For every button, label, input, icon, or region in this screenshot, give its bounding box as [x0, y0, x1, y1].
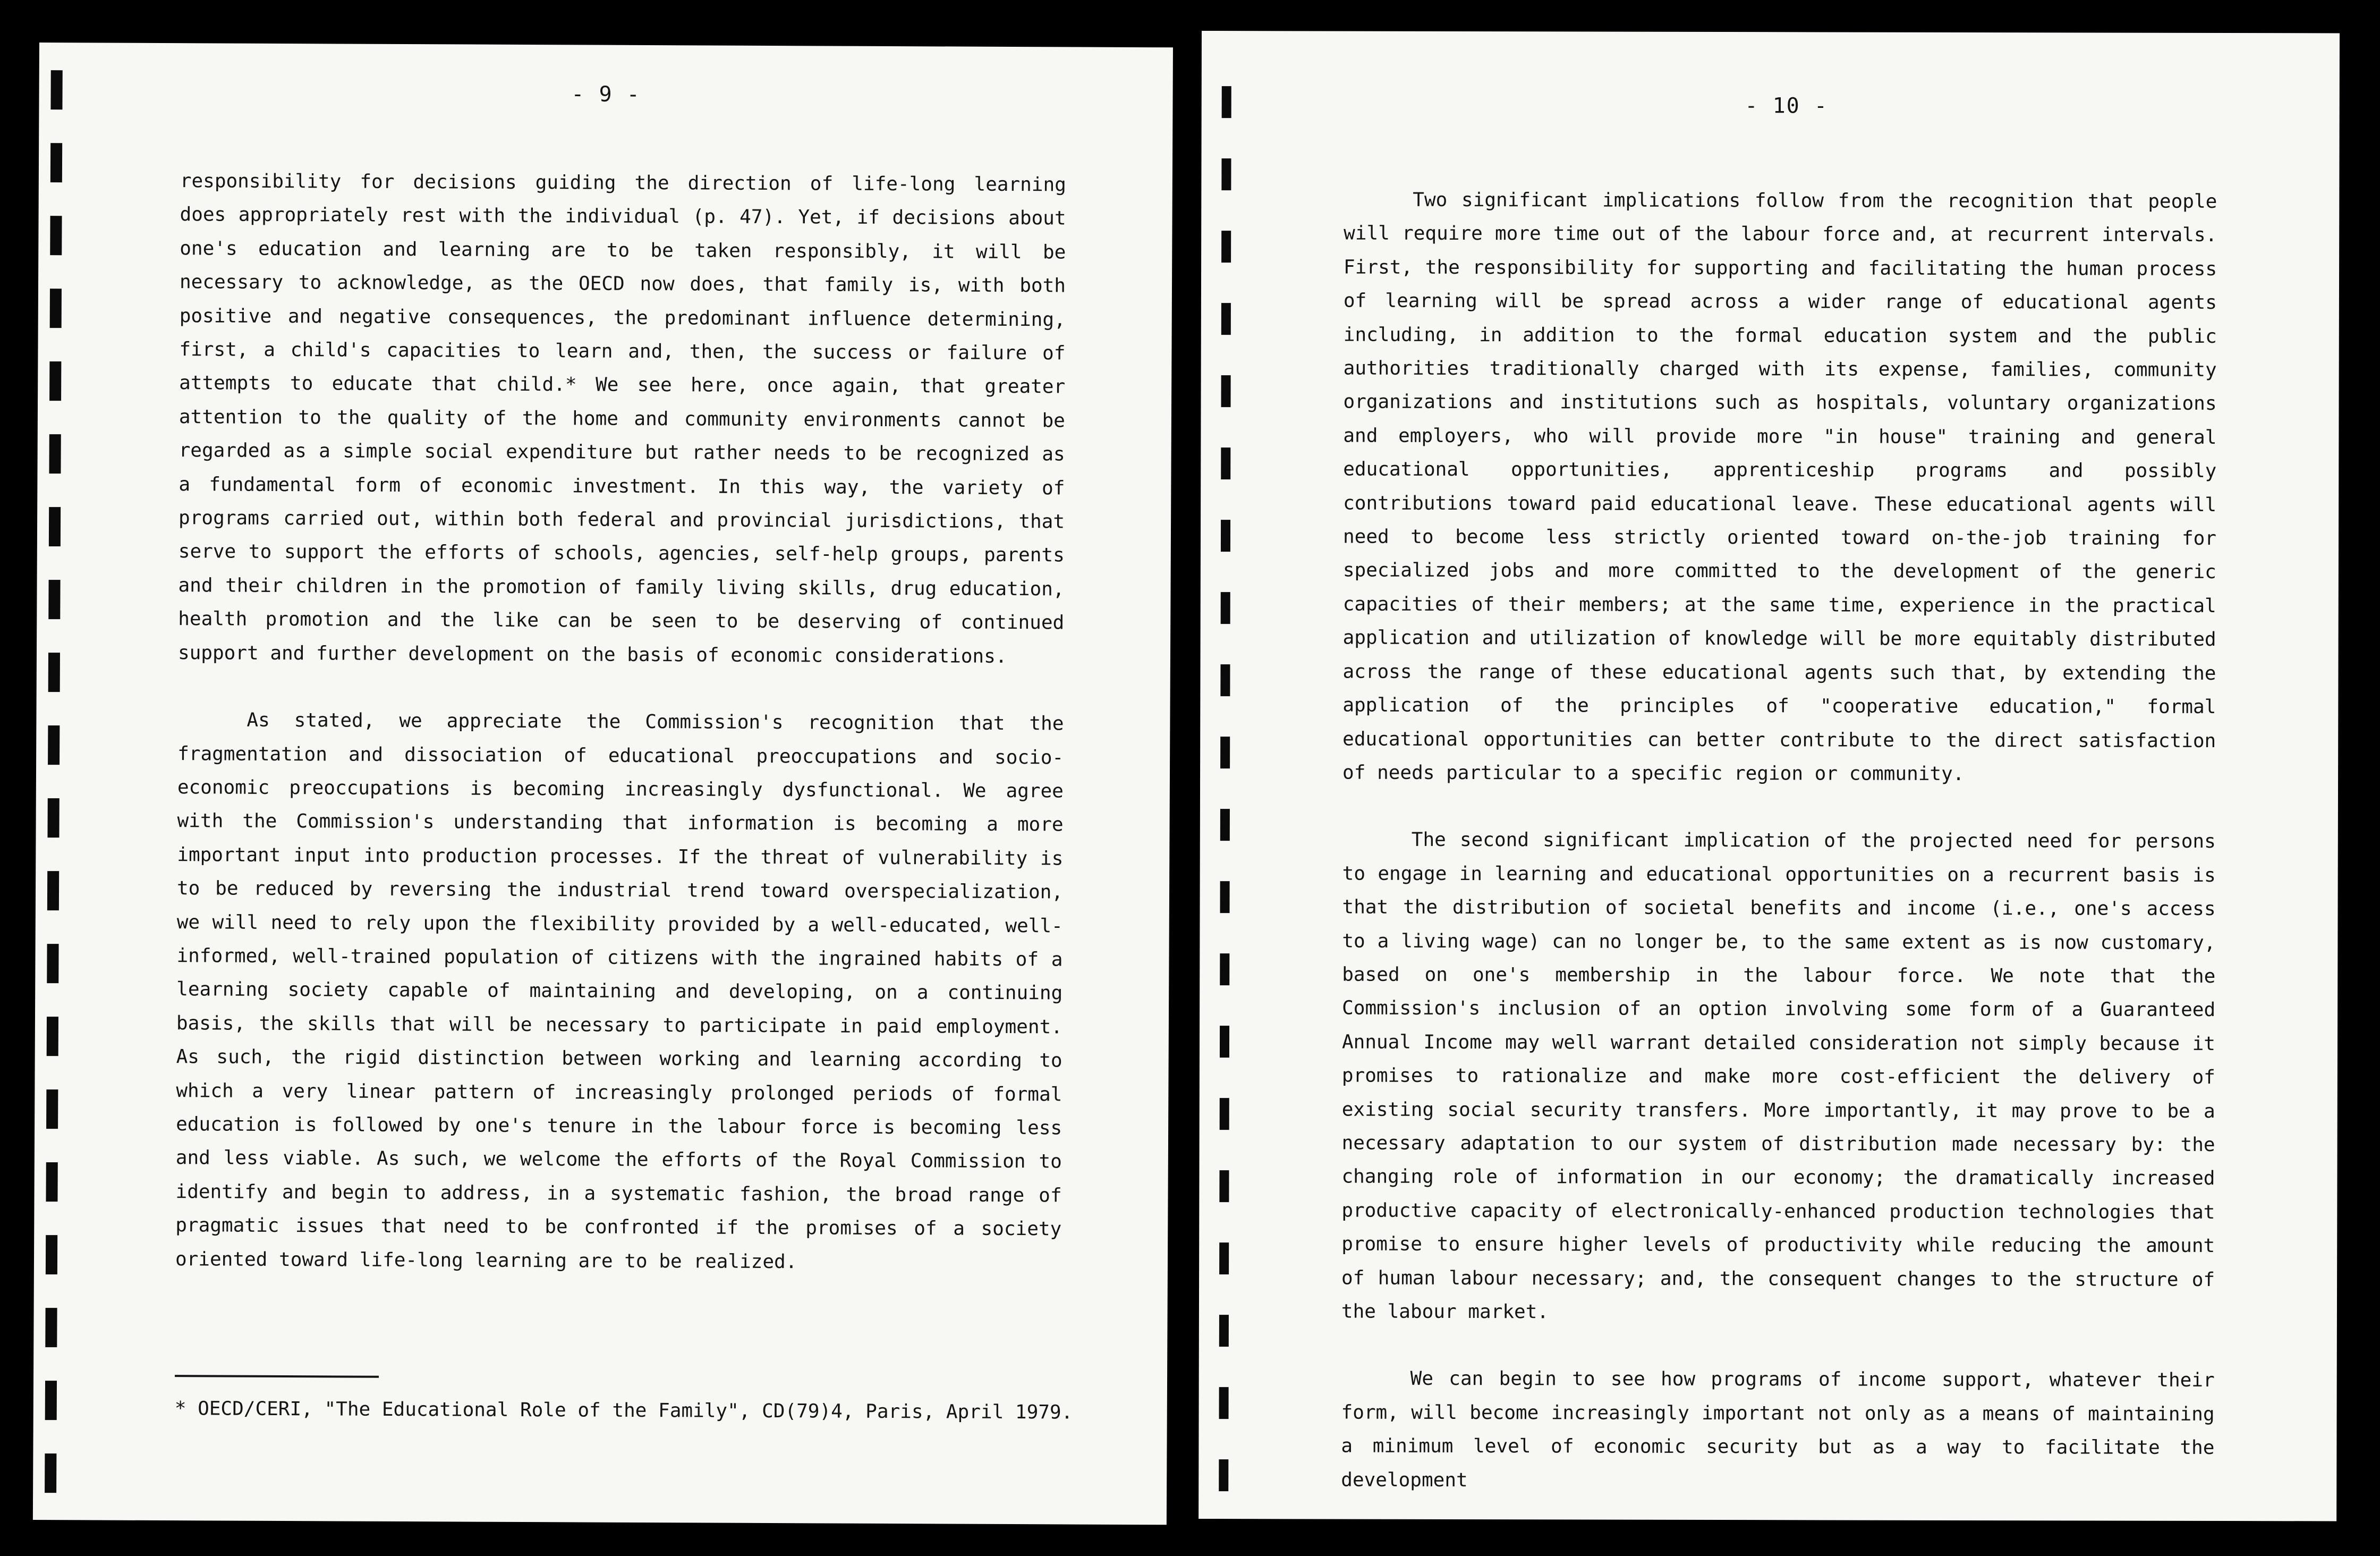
binding-hole — [1221, 231, 1231, 263]
binding-hole — [1219, 1242, 1229, 1274]
binding-hole — [50, 289, 62, 328]
binding-hole — [1220, 1026, 1229, 1058]
binding-hole — [50, 143, 62, 182]
binding-hole — [47, 798, 59, 838]
binding-hole — [45, 1453, 56, 1493]
binding-hole — [1221, 520, 1230, 552]
page-number: - 9 - — [571, 82, 641, 107]
footnote: * OECD/CERI, "The Educational Role of the Family", CD(79)4, Paris, April 1979. — [174, 1398, 1073, 1424]
binding-hole — [49, 361, 61, 401]
binding-hole — [1221, 158, 1231, 190]
binding-hole — [48, 580, 60, 619]
binding-hole — [1220, 809, 1230, 841]
binding-hole — [1220, 737, 1230, 768]
binding-hole — [47, 944, 58, 983]
binding-hole — [50, 216, 62, 255]
binding-hole — [1219, 1459, 1228, 1491]
body-text — [1341, 183, 2217, 1499]
binding-hole — [49, 507, 61, 546]
page-9 — [33, 43, 1173, 1525]
binding-hole — [1221, 303, 1231, 335]
page-10 — [1198, 31, 2340, 1521]
binding-holes — [1219, 31, 1236, 1519]
binding-hole — [46, 1162, 57, 1202]
binding-hole — [1221, 375, 1231, 407]
paragraph: The second significant implication of the projected need for persons to engage in learning and educational opportunities on a recurrent basis is that the distribution of societal benefits and income (i.e., one's access to a living wage) can no longer be, to the same extent as is now customary, based on one's membership in the labour force. We note that the Commission's inclusion of an option involving some form of a Guaranteed Annual Income may well warrant detailed consideration not simply because it promises to rationalize and make more cost-efficient the delivery of existing social security transfers. More importantly, it may prove to be a necessary adaptation to our system of distribution made necessary by: the changing role of information in our economy; the dramatically increased productive capacity of electronically-enhanced production technologies that promise to ensure higher levels of productivity while reducing the amount of human labour necessary; and, the consequent changes to the structure of the labour market. — [1341, 829, 2216, 1323]
binding-hole — [46, 1235, 57, 1274]
paragraph: We can begin to see how programs of income support, whatever their form, will become increasingly important not only as a means of maintaining a minimum level of economic security but as a way to facilitate the development — [1341, 1368, 2215, 1491]
binding-hole — [47, 1017, 58, 1056]
paragraph: responsibility for decisions guiding the direction of life-long learning does appropriately rest with the individual (p. 47). Yet, if decisions about one's education and learning are to be taken responsibly, it will be necessary to acknowledge, as the OECD now does, that family is, with both positive and negative consequences, the predominant influence determining, first, a child's capacities to learn and, then, the success or failure of attempts to educate that child.* We see here, once again, that greater attention to the quality of the home and community environments cannot be regarded as a simple social expenditure but rather needs to be recognized as a fundamental form of economic investment. In this way, the variety of programs carried out, within both federal and provincial jurisdictions, that serve to support the efforts of schools, agencies, self-help groups, parents and their children in the promotion of family living skills, drug education, health promotion and the like can be seen to be deserving of continued support and further development on the basis of economic considerations. — [177, 170, 1066, 667]
binding-hole — [45, 1381, 57, 1420]
footnote-rule — [175, 1375, 379, 1378]
page-number: - 10 - — [1745, 94, 1829, 119]
binding-hole — [1221, 447, 1230, 479]
binding-hole — [1220, 881, 1230, 913]
binding-hole — [47, 871, 59, 910]
binding-hole — [45, 1308, 57, 1347]
binding-hole — [1220, 664, 1230, 696]
binding-hole — [1219, 1387, 1229, 1419]
binding-hole — [1220, 1098, 1229, 1130]
binding-hole — [49, 434, 61, 473]
binding-hole — [46, 1089, 58, 1129]
body-text — [175, 164, 1066, 1280]
binding-hole — [1219, 1315, 1229, 1347]
paragraph: As stated, we appreciate the Commission's recognition that the fragmentation and dissociation of educational preoccupations and socio-economic preoccupations is becoming increasingly dysfunctional. We agree with the Commission's understanding that information is becoming a more important input into production processes. If the threat of vulnerability is to be reduced by reversing the industrial trend toward overspecialization, we will need to rely upon the flexibility provided by a well-educated, well-informed, well-trained population of citizens with the ingrained habits of a learning society capable of maintaining and developing, on a continuing basis, the skills that will be necessary to participate in paid employment. As such, the rigid distinction between working and learning according to which a very linear pattern of increasingly prolonged periods of formal education is followed by one's tenure in the labour force is becoming less and less viable. As such, we welcome the efforts of the Royal Commission to identify and begin to address, in a systematic fashion, the broad range of pragmatic issues that need to be confronted if the promises of a society oriented toward life-long learning are to be realized. — [175, 709, 1064, 1273]
binding-hole — [48, 653, 60, 692]
binding-holes — [45, 43, 65, 1520]
binding-hole — [48, 725, 60, 765]
paragraph: Two significant implications follow from the recognition that people will require more time out of the labour force and, at recurrent intervals. First, the responsibility for supporting and facilitating the human process of learning will be spread across a wider range of educational agents including, in addition to the formal education system and the public authorities traditionally charged with its expense, families, community organizations and institutions such as hospitals, voluntary organizations and employers, who will provide more "in house" training and general educational opportunities, apprenticeship programs and possibly contributions toward paid educational leave. These educational agents will need to become less strictly oriented toward on-the-job training for specialized jobs and more committed to the development of the generic capacities of their members; at the same time, experience in the practical application and utilization of knowledge will be more equitably distributed across the range of these educational agents such that, by extending the application of the principles of "cooperative education," formal educational opportunities can better contribute to the direct satisfaction of needs particular to a specific region or community. — [1342, 189, 2217, 785]
binding-hole — [1222, 86, 1231, 118]
binding-hole — [1221, 592, 1230, 624]
binding-hole — [1219, 1170, 1229, 1202]
binding-hole — [1220, 953, 1229, 985]
